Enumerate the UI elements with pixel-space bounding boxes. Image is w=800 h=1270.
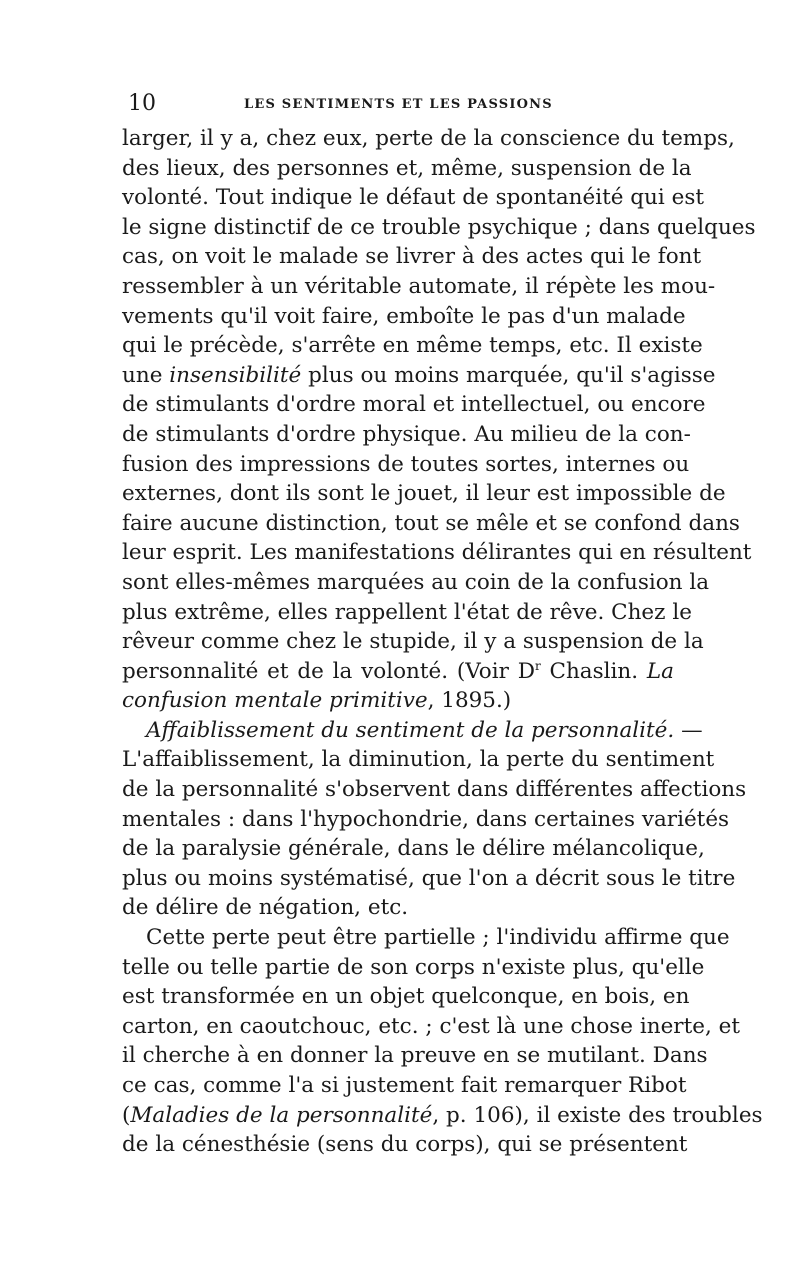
text-line: de stimulants d'ordre moral et intellectuel, ou encore	[122, 392, 706, 418]
italic-title: Maladies de la personnalité	[130, 1102, 433, 1128]
text-line: rêveur comme chez le stupide, il y a suspension de la	[122, 629, 704, 655]
text-line: plus extrême, elles rappellent l'état de rêve. Chez le	[122, 599, 692, 625]
text-line: confusion mentale primitive, 1895.)	[122, 688, 512, 714]
italic-title: La	[646, 658, 674, 684]
italic-title: confusion mentale primitive	[122, 688, 428, 714]
section-heading-line: Affaiblissement du sentiment de la personnalité. —	[146, 717, 703, 743]
text-line: personnalité et de la volonté. (Voir $D^r$ Chaslin. La	[122, 658, 674, 684]
text-line: vements qu'il voit faire, emboîte le pas d'un malade	[122, 303, 686, 329]
text-line: volonté. Tout indique le défaut de spontanéité qui est	[122, 185, 705, 211]
text-line: fusion des impressions de toutes sortes, internes ou	[122, 451, 690, 477]
text-line: qui le précède, s'arrête en même temps, etc. Il existe	[122, 333, 703, 359]
text-line: il cherche à en donner la preuve en se mutilant. Dans	[122, 1043, 708, 1069]
text-line: une insensibilité plus ou moins marquée, qu'il s'agisse	[122, 362, 716, 388]
text-line: de la paralysie générale, dans le délire mélancolique,	[122, 836, 705, 862]
text-line: telle ou telle partie de son corps n'existe plus, qu'elle	[122, 954, 705, 980]
text-line: (Maladies de la personnalité, p. 106), il existe des troubles	[122, 1102, 763, 1128]
text-line: faire aucune distinction, tout se mêle et se confond dans	[122, 510, 740, 536]
text-line: larger, il y a, chez eux, perte de la conscience du temps,	[122, 126, 735, 151]
text-line: mentales : dans l'hypochondrie, dans certaines variétés	[122, 806, 730, 832]
text-line: plus ou moins systématisé, que l'on a décrit sous le titre	[122, 865, 736, 891]
running-title: LES SENTIMENTS ET LES PASSIONS	[244, 97, 553, 112]
section-heading: Affaiblissement du sentiment de la personnalité.	[146, 717, 675, 743]
text-line: cas, on voit le malade se livrer à des actes qui le font	[122, 244, 702, 270]
text-line: ressembler à un véritable automate, il répète les mou-	[122, 273, 716, 299]
paragraph-first-line: Cette perte peut être partielle ; l'individu affirme que	[146, 925, 730, 951]
text-line: de la personnalité s'observent dans différentes affections	[122, 777, 747, 803]
body-text	[122, 124, 763, 1160]
text-line: des lieux, des personnes et, même, suspension de la	[122, 155, 692, 181]
text-line: sont elles-mêmes marquées au coin de la confusion la	[122, 569, 710, 595]
text-line: de la cénesthésie (sens du corps), qui se présentent	[122, 1132, 688, 1158]
superscript: r	[534, 658, 541, 673]
italic-term: insensibilité	[169, 362, 302, 388]
text-line: L'affaiblissement, la diminution, la perte du sentiment	[122, 747, 715, 773]
text-line: carton, en caoutchouc, etc. ; c'est là une chose inerte, et	[122, 1013, 740, 1039]
text-line: ce cas, comme l'a si justement fait remarquer Ribot	[122, 1073, 687, 1098]
text-line: de délire de négation, etc.	[122, 895, 409, 921]
text-line: le signe distinctif de ce trouble psychique ; dans quelques	[122, 214, 756, 240]
text-line: externes, dont ils sont le jouet, il leur est impossible de	[122, 481, 726, 507]
page-number: 10	[128, 91, 156, 116]
text-line: leur esprit. Les manifestations délirantes qui en résultent	[122, 540, 752, 566]
page-header	[128, 92, 673, 116]
text-line: est transformée en un objet quelconque, en bois, en	[122, 984, 690, 1010]
text-line: de stimulants d'ordre physique. Au milieu de la con-	[122, 421, 691, 447]
